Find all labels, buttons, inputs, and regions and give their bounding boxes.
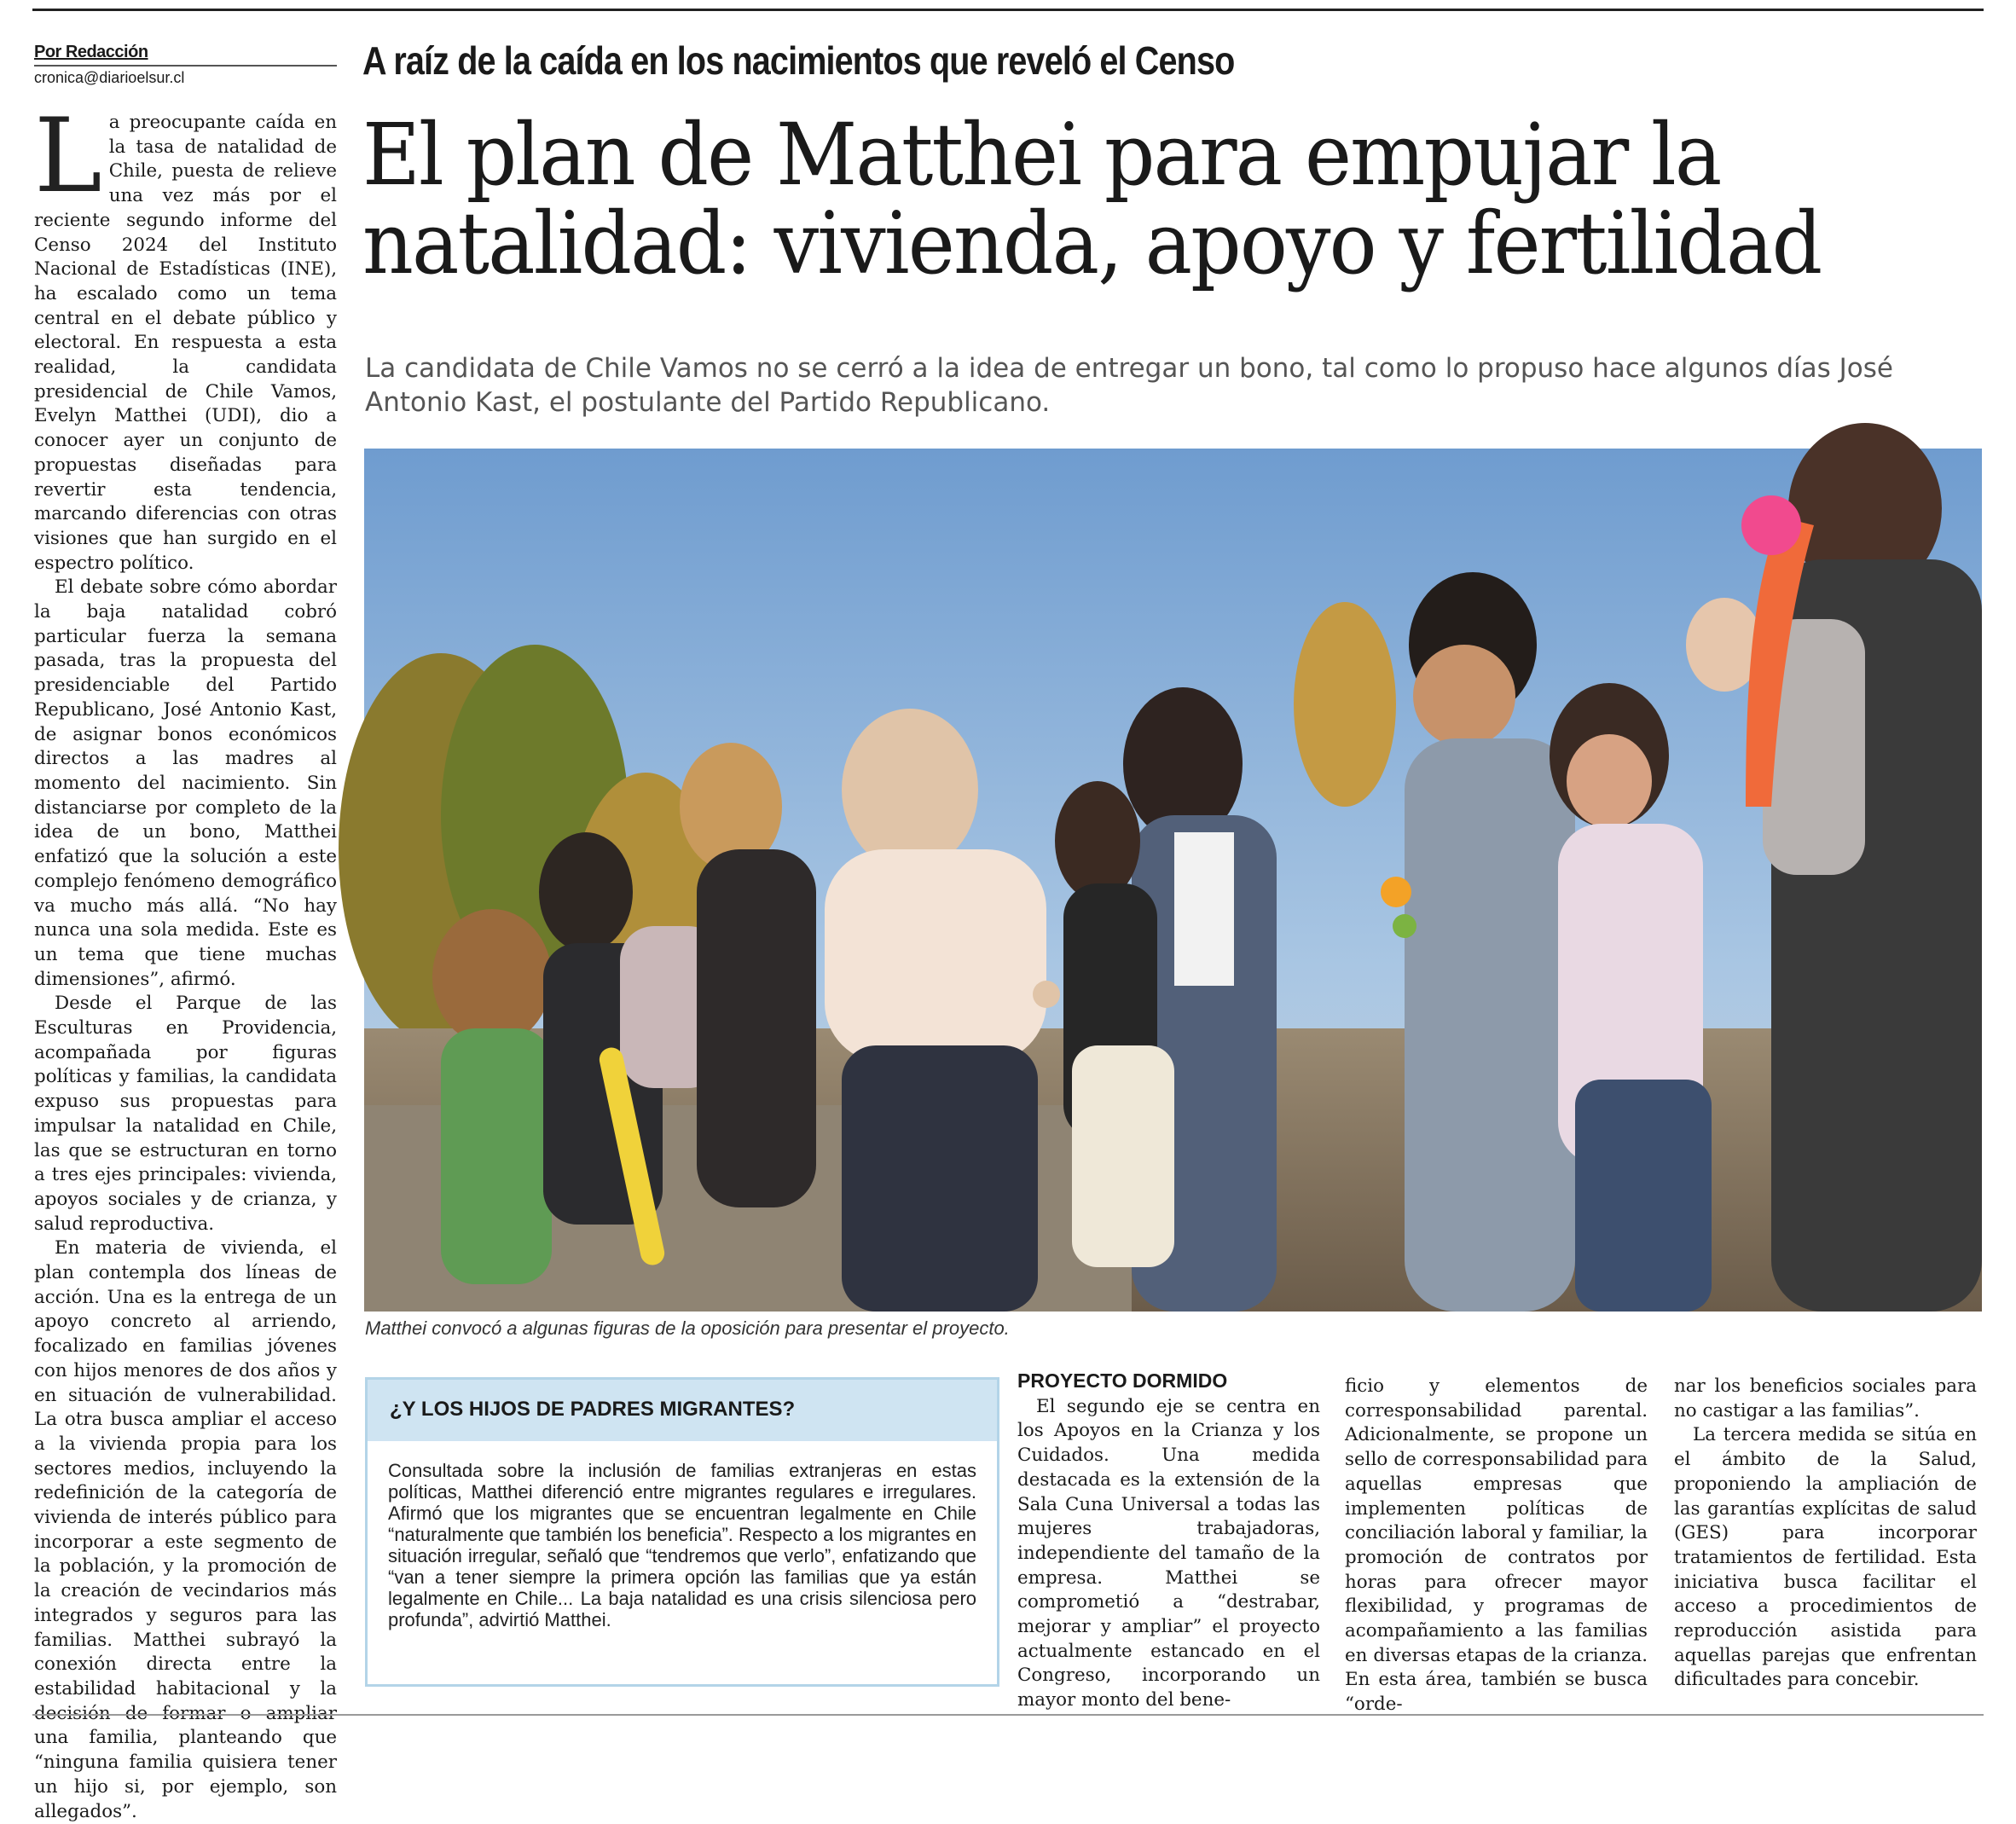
column-3-text: ficio y elementos de corresponsabilidad parental. Adicionalmente, se propone un sello de corresponsabilidad para aquellas empresas que implementen políticas de conciliación laboral y familiar, la promoción de contratos por horas para ofrecer mayor flexibilidad, y programas de acompañamiento a las familias en diversas etapas de la crianza. En esta área, también se busca “orde- (1345, 1375, 1648, 1716)
author-name: Por Redacción (34, 43, 148, 61)
headline (362, 105, 1983, 293)
drop-cap: L (34, 97, 102, 216)
body-paragraph-3: Desde el Parque de las Esculturas en Providencia, acompañada por figuras políticas y familias, la candidata expuso sus propuestas para impulsar la natalidad en Chile, las que se estructuran en torno a tres ejes principales: vivienda, apoyos sociales y de crianza, y salud reproductiva. (34, 993, 337, 1235)
body-paragraph-2: El debate sobre cómo abordar la baja natalidad cobró particular fuerza la semana pasada, tras la propuesta del presidenciable del Partido Republicano, José Antonio Kast, de asignar bonos económicos directos a las madres al momento del nacimiento. Sin distanciarse por completo de la idea de un bono, Matthei enfatizó que la solución a este complejo fenómeno demográfico va mucho más allá. “No hay nunca una sola medida. Este es un tema que tiene muchas dimensiones”, afirmó. (34, 576, 337, 990)
body-paragraph-1 (34, 97, 337, 576)
sidebar-title: ¿Y LOS HIJOS DE PADRES MIGRANTES? (368, 1380, 997, 1441)
column-4-text-a: nar los beneficios sociales para no castigar a las familias”. (1674, 1375, 1977, 1422)
bottom-rule (32, 1714, 1984, 1716)
author-email: cronica@diarioelsur.cl (34, 69, 185, 86)
byline (34, 43, 337, 87)
subheadline: La candidata de Chile Vamos no se cerró a la idea de entregar un bono, tal como lo propuso hace algunos días José Antonio Kast, el postulante del Partido Republicano. (365, 353, 1893, 418)
article-column-3 (1345, 1375, 1648, 1717)
article-body-left-column (34, 97, 337, 1822)
photo-illustration (364, 449, 1982, 1312)
column-4-text-b: La tercera medida se sitúa en el ámbito de la Salud, proponiendo la ampliación de las garantías explícitas de salud (GES) para incorporar tratamientos de fertilidad. Esta iniciativa busca facilitar el acceso a procedimientos de reproducción asistida para aquellas parejas que enfrentan dificultades para concebir. (1674, 1424, 1977, 1691)
kicker: A raíz de la caída en los nacimientos que reveló el Censo (362, 38, 1235, 83)
section-heading: PROYECTO DORMIDO (1017, 1369, 1228, 1392)
headline-line-2: natalidad: vivienda, apoyo y fertilidad (362, 194, 1822, 293)
sidebar-text: Consultada sobre la inclusión de familias extranjeras en estas políticas, Matthei diferenció entre migrantes regulares e irregulares. Afirmó que los migrantes que se encuentran legalmente en Chile “naturalmente que también los beneficia”. Respecto a los migrantes en situación irregular, señaló que “tendremos que verlo”, enfatizando que “van a tener siempre la primera opción las familias que ya están legalmente en Chile... La baja natalidad es una crisis silenciosa pero profunda”, advirtió Matthei. (388, 1460, 976, 1630)
article-column-2 (1017, 1369, 1320, 1713)
body-paragraph-1-text: a preocupante caída en la tasa de natalidad de Chile, puesta de relieve una vez más por el reciente segundo informe del Censo 2024 del Instituto Nacional de Estadísticas (INE), ha escalado como un tema central en el debate público y electoral. En respuesta a esta realidad, la candidata presidencial de Chile Vamos, Evelyn Matthei (UDI), dio a conocer ayer un conjunto de propuestas diseñadas para revertir esta tendencia, marcando diferencias con otras visiones que han surgido en el espectro político. (34, 112, 337, 574)
article-column-4 (1674, 1375, 1977, 1693)
photo-caption: Matthei convocó a algunas figuras de la oposición para presentar el proyecto. (365, 1317, 1010, 1339)
top-rule (32, 9, 1984, 11)
body-paragraph-4: En materia de vivienda, el plan contempla dos líneas de acción. Una es la entrega de un apoyo concreto al arriendo, focalizado en familias jóvenes con hijos menores de dos años y en situación de vulnerabilidad. La otra busca ampliar el acceso a la vivienda propia para los sectores medios, incluyendo la redefinición de la categoría de vivienda de interés público para incorporar a este segmento de la población, y la promoción de la creación de vecindarios más integrados y seguros para las familias. Matthei subrayó la conexión directa entre la estabilidad habitacional y la decisión de formar o ampliar una familia, planteando que “ninguna familia quisiera tener un hijo si, por ejemplo, son allegados”. (34, 1237, 337, 1822)
headline-line-1: El plan de Matthei para empujar la (362, 105, 1721, 205)
sidebar-box (365, 1377, 999, 1687)
column-2-text: El segundo eje se centra en los Apoyos en la Crianza y los Cuidados. Una medida destacada es la extensión de la Sala Cuna Universal a todas las mujeres trabajadoras, independiente del tamaño de la empresa. Matthei se comprometió a “destrabar, mejorar y ampliar” el proyecto actualmente estancado en el Congreso, incorporando un mayor monto del bene- (1017, 1395, 1320, 1711)
news-photo (364, 449, 1982, 1312)
byline-divider (34, 65, 337, 67)
